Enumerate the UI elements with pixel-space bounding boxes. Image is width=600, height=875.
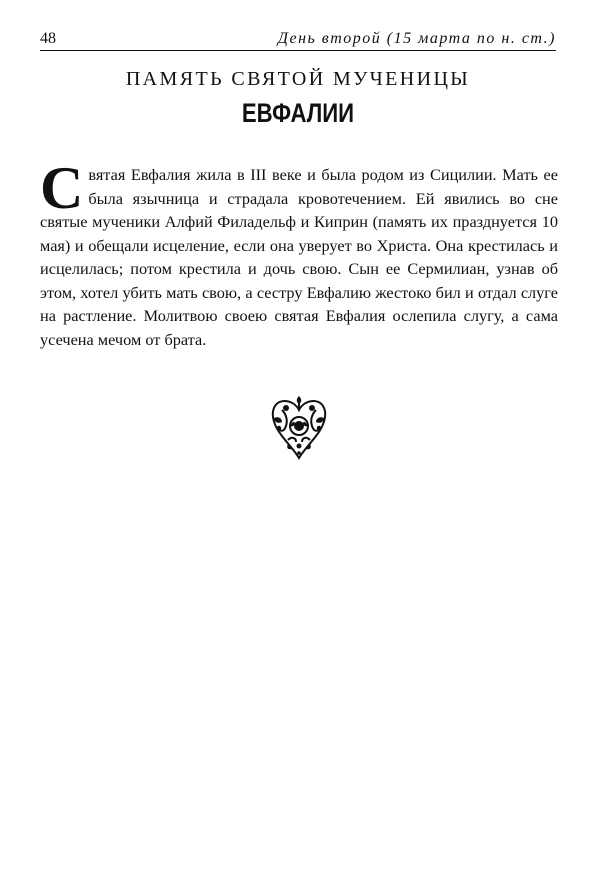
drop-cap: С [40,155,84,221]
running-title: День второй (15 марта по н. ст.) [277,30,556,47]
floral-heart-ornament-icon [268,396,330,460]
heading-title: ЕВФАЛИИ [241,98,355,128]
page-number: 48 [40,30,56,47]
article-body [40,155,558,351]
heading-subtitle: ПАМЯТЬ СВЯТОЙ МУЧЕНИЦЫ [125,68,471,90]
running-head [40,28,556,51]
article-text: вятая Евфалия жила в III веке и была родом из Сицилии. Мать ее была язычница и страдала кровотечением. Ей явились во сне святые мученики Алфий Филадельф и Киприн (память их празднуется 10 мая) и обещали исцеление, если она уверует во Христа. Она крестилась и исцелилась; потом крестила и дочь свою. Сын ее Сермилиан, узнав об этом, хотел убить мать свою, а сестру Евфалию жестоко бил и отдал слуге на растление. Молитвою своею святая Евфалия ослепила слугу, а сама усечена мечом от брата. [40,165,558,349]
